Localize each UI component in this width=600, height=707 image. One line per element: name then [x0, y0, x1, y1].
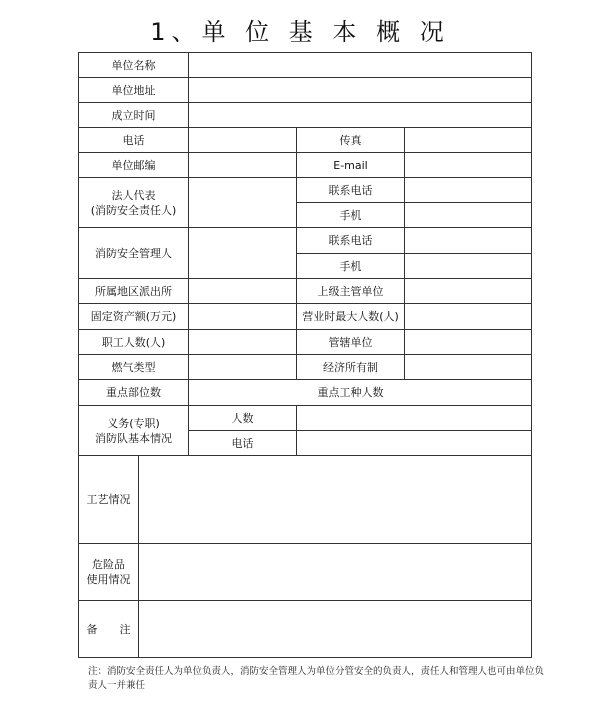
label-gas-type: 燃气类型	[111, 360, 156, 374]
contact-phone-1-field[interactable]	[405, 178, 531, 202]
label-contact-phone-2: 联系电话	[328, 234, 373, 247]
contact-phone-2-field[interactable]	[405, 228, 531, 253]
hazmat-field[interactable]	[139, 544, 531, 600]
label-process: 工艺情况	[86, 493, 131, 506]
label-police-station: 所属地区派出所	[95, 284, 172, 298]
label-contact-phone-1: 联系电话	[328, 183, 373, 197]
label-fire-brigade: 义务(专职) 消防队基本情况	[95, 416, 172, 445]
unit-address-field[interactable]	[189, 78, 531, 102]
ownership-field[interactable]	[405, 355, 531, 379]
remarks-field[interactable]	[139, 601, 531, 657]
process-field[interactable]	[139, 456, 531, 543]
label-max-people: 营业时最大人数(人)	[302, 310, 399, 323]
label-remarks: 备 注	[86, 622, 131, 636]
email-field[interactable]	[405, 153, 531, 177]
jurisdiction-field[interactable]	[405, 330, 531, 354]
page-title: 1、单 位 基 本 概 况	[150, 18, 450, 46]
key-workers-field[interactable]	[405, 380, 531, 405]
legal-rep-field[interactable]	[189, 178, 296, 227]
unit-name-field[interactable]	[189, 53, 531, 77]
label-legal-rep: 法人代表 (消防安全责任人)	[90, 188, 177, 217]
label-unit-address: 单位地址	[111, 83, 156, 97]
label-fax: 传真	[339, 133, 362, 147]
postcode-field[interactable]	[189, 153, 296, 177]
max-people-field[interactable]	[405, 304, 531, 329]
gas-type-field[interactable]	[189, 355, 296, 379]
label-email: E-mail	[333, 158, 368, 172]
superior-unit-field[interactable]	[405, 279, 531, 303]
label-fixed-assets: 固定资产额(万元)	[90, 310, 177, 323]
fixed-assets-field[interactable]	[189, 304, 296, 329]
brigade-count-field[interactable]	[297, 406, 531, 430]
border-right	[531, 52, 532, 657]
label-founded: 成立时间	[111, 108, 156, 122]
key-parts-field[interactable]	[189, 380, 296, 405]
label-brigade-phone: 电话	[231, 436, 254, 450]
police-station-field[interactable]	[189, 279, 296, 303]
label-postcode: 单位邮编	[111, 158, 156, 172]
safety-manager-field[interactable]	[189, 228, 296, 278]
label-superior-unit: 上级主管单位	[317, 284, 384, 298]
staff-count-field[interactable]	[189, 330, 296, 354]
brigade-phone-field[interactable]	[297, 431, 531, 455]
border-bottom	[78, 657, 532, 658]
label-mobile-2: 手机	[339, 259, 362, 273]
label-unit-name: 单位名称	[111, 58, 156, 72]
label-staff-count: 职工人数(人)	[101, 335, 166, 349]
mobile-1-field[interactable]	[405, 203, 531, 227]
label-ownership: 经济所有制	[323, 360, 378, 374]
label-brigade-count: 人数	[231, 411, 254, 425]
label-phone: 电话	[122, 133, 145, 147]
label-key-workers: 重点工种人数	[317, 386, 384, 399]
phone-field[interactable]	[189, 128, 296, 152]
fax-field[interactable]	[405, 128, 531, 152]
founded-field[interactable]	[189, 103, 531, 127]
label-safety-manager: 消防安全管理人	[95, 246, 172, 260]
label-jurisdiction: 管辖单位	[328, 335, 373, 349]
footnote: 注：消防安全责任人为单位负责人，消防安全管理人为单位分管安全的负责人，责任人和管理人也可由单位负责人一并兼任	[88, 666, 545, 691]
label-key-parts: 重点部位数	[106, 386, 161, 399]
label-hazmat: 危险品 使用情况	[86, 558, 131, 586]
label-mobile-1: 手机	[339, 208, 362, 222]
mobile-2-field[interactable]	[405, 254, 531, 278]
